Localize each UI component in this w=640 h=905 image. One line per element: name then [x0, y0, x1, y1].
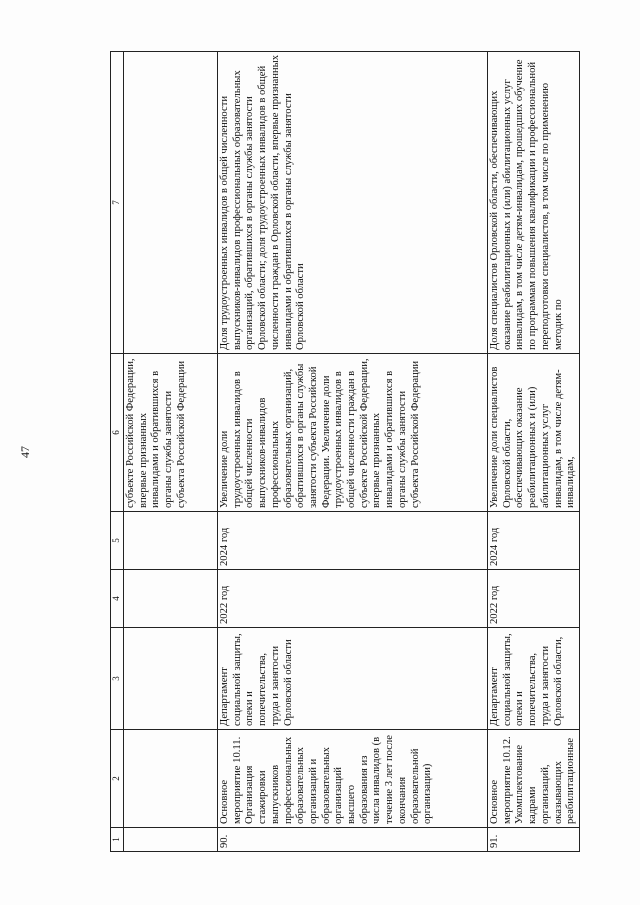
header-cell: 5 [111, 512, 124, 570]
indicator: Доля трудоустроенных инвалидов в общей численности выпускников-инвалидов профессиональных образовательных организаций, обратившихся в органы службы занятости Орловской области; доля трудоустроенных инвалидов в общей численности граждан в Орловской области, впервые признанных инвалидами и обратившихся в органы службы занятости Орловской области [218, 52, 488, 354]
table-row [218, 52, 488, 852]
table-row [124, 52, 218, 852]
measure-name: Основное мероприятие 10.11. Организация стажировки выпускников профессиональных образовательных организаций и образовательных организаций высшего образования из числа инвалидов (в течение 3 лет после окончания образовательной организации) [218, 730, 488, 828]
measures-table [110, 51, 580, 852]
executor: Департамент социальной защиты, опеки и попечительства, труда и занятости Орловской области [218, 628, 488, 730]
header-cell: 6 [111, 354, 124, 512]
measure-name: Основное мероприятие 10.12. Укомплектование кадрами организаций, оказывающих реабилитационные [488, 730, 580, 828]
header-row [111, 52, 124, 852]
start-year: 2022 год [218, 570, 488, 628]
row-number: 90. [218, 828, 488, 852]
row-number [124, 828, 218, 852]
end-year: 2024 год [218, 512, 488, 570]
header-cell: 1 [111, 828, 124, 852]
executor [124, 628, 218, 730]
row-number: 91. [488, 828, 580, 852]
end-year [124, 512, 218, 570]
end-year: 2024 год [488, 512, 580, 570]
page-number: 47 [18, 446, 32, 458]
indicator: Доля специалистов Орловской области, обеспечивающих оказание реабилитационных и (или) абилитационных услуг инвалидам, в том числе детям-инвалидам, прошедших обучение по программам повышения квалификации и профессиональной переподготовки специалистов, в том числе по применению методик по [488, 52, 580, 354]
indicator [124, 52, 218, 354]
header-cell: 3 [111, 628, 124, 730]
header-cell: 4 [111, 570, 124, 628]
header-cell: 7 [111, 52, 124, 354]
start-year [124, 570, 218, 628]
table-row [488, 52, 580, 852]
measure-name [124, 730, 218, 828]
rotated-table-wrapper [110, 52, 577, 852]
start-year: 2022 год [488, 570, 580, 628]
expected-result: Увеличение доли трудоустроенных инвалидов в общей численности выпускников-инвалидов профессиональных образовательных организаций, обратившихся в органы службы занятости субъекта Российской Федерации. Увеличение доли трудоустроенных инвалидов в общей численности граждан в субъекте Российской Федерации, впервые признанных инвалидами и обратившихся в органы службы занятости субъекта Российской Федерации [218, 354, 488, 512]
expected-result: субъекте Российской Федерации, впервые признанных инвалидами и обратившихся в органы службы занятости субъекта Российской Федерации [124, 354, 218, 512]
expected-result: Увеличение доли специалистов Орловской области, обеспечивающих оказание реабилитационных и (или) абилитационных услуг инвалидам, в том числе детям-инвалидам, [488, 354, 580, 512]
header-cell: 2 [111, 730, 124, 828]
executor: Департамент социальной защиты, опеки и попечительства, труда и занятости Орловской области, [488, 628, 580, 730]
